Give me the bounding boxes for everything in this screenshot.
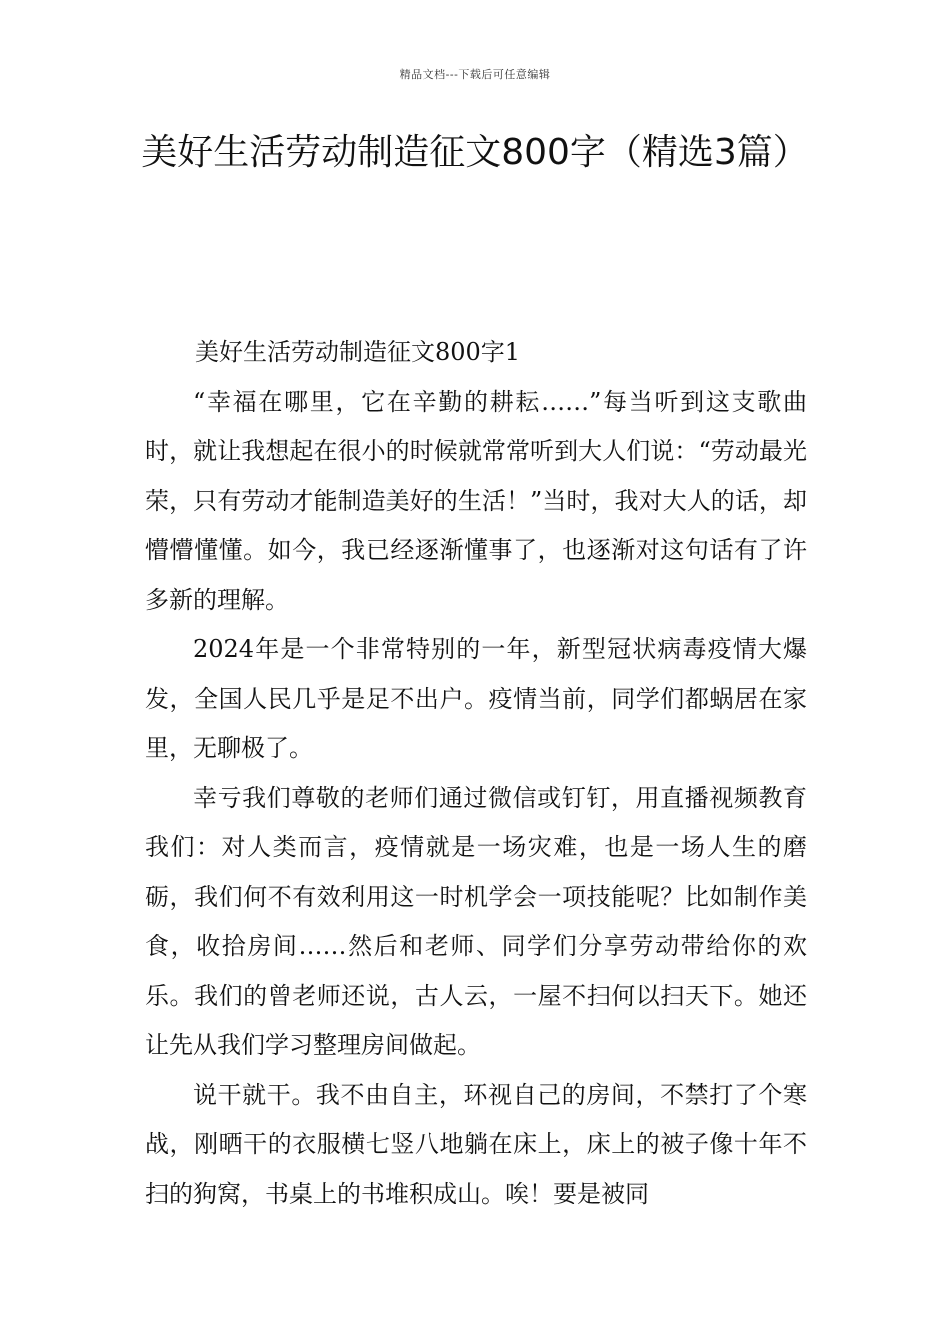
- document-title: 美好生活劳动制造征文800字（精选3篇）: [141, 132, 809, 173]
- paragraph: 2024年是一个非常特别的一年，新型冠状病毒疫情大爆发，全国人民几乎是足不出户。疫情当前，同学们都蜗居在家里，无聊极了。: [145, 635, 807, 762]
- paragraph: 说干就干。我不由自主，环视自己的房间，不禁打了个寒战，刚晒干的衣服横七竖八地躺在床上，床上的被子像十年不扫的狗窝，书桌上的书堆积成山。唉！要是被同: [145, 1080, 807, 1208]
- header-note: 精品文档---下载后可任意编辑: [399, 68, 551, 81]
- section-heading: 美好生活劳动制造征文800字1: [195, 338, 521, 366]
- paragraph: “幸福在哪里，它在辛勤的耕耘……”每当听到这支歌曲时，就让我想起在很小的时候就常常听到大人们说：“劳动最光荣，只有劳动才能制造美好的生活！”当时，我对大人的话，却懵懵懂懂。如今，我已经逐渐懂事了，也逐渐对这句话有了许多新的理解。: [145, 387, 807, 614]
- document-body: [145, 328, 807, 1219]
- paragraph: 幸亏我们尊敬的老师们通过微信或钉钉，用直播视频教育我们：对人类而言，疫情就是一场灾难，也是一场人生的磨砺，我们何不有效利用这一时机学会一项技能呢？比如制作美食，收拾房间……然后和老师、同学们分享劳动带给你的欢乐。我们的曾老师还说，古人云，一屋不扫何以扫天下。她还让先从我们学习整理房间做起。: [145, 783, 807, 1059]
